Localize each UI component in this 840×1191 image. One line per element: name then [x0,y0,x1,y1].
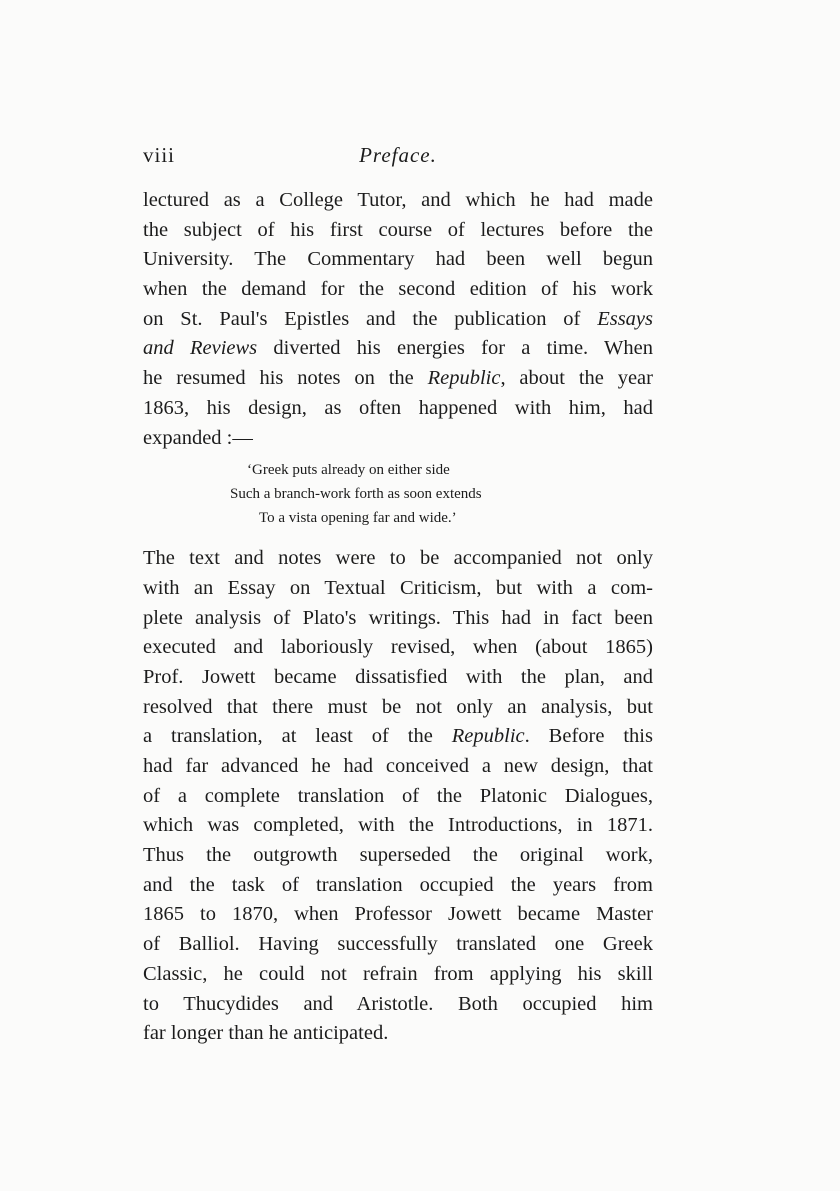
text-line: the subject of his first course of lectures before the [143,218,653,241]
page-header [143,143,653,173]
text-line: far longer than he anticipated. [143,1022,389,1045]
text-line: with an Essay on Textual Criticism, but with a com- [143,576,653,599]
paragraph-2 [143,544,653,1049]
text-line: 1865 to 1870, when Professor Jowett became Master [143,903,653,926]
text-line: The text and notes were to be accompanied not only [143,547,653,570]
text-line: to Thucydides and Aristotle. Both occupied him [143,992,653,1015]
verse-line: To a vista opening far and wide.’ [259,510,457,527]
text-line: 1863, his design, as often happened with him, had [143,396,653,419]
text-line: a translation, at least of the Republic. Before this [143,725,653,748]
text-line: resolved that there must be not only an analysis, but [143,695,653,718]
text-line: lectured as a College Tutor, and which he had made [143,189,653,211]
page-body [143,186,653,1049]
italic-title: Republic [427,367,501,390]
text-line: had far advanced he had conceived a new design, that [143,755,653,777]
text-line: when the demand for the second edition of his work [143,278,653,301]
text-line: of a complete translation of the Platonic Dialogues, [143,784,653,807]
text-line: Thus the outgrowth superseded the original work, [143,844,653,867]
italic-title: Republic [451,725,525,748]
text-line: he resumed his notes on the Republic, about the year [143,367,653,390]
page-number: viii [143,143,176,167]
paragraph-1 [143,186,653,453]
text-line: executed and laboriously revised, when (about 1865) [143,636,653,659]
text-line: on St. Paul's Epistles and the publication of Essays [143,307,653,330]
verse-line: ‘Greek puts already on either side [247,462,450,479]
text-line: which was completed, with the Introductions, in 1871. [143,814,653,837]
text-line: of Balliol. Having successfully translated one Greek [143,933,653,956]
text-line: expanded :— [143,426,253,449]
text-line: and the task of translation occupied the years from [143,873,653,896]
running-title: Preface. [359,143,437,167]
text-line: Prof. Jowett became dissatisfied with the plan, and [143,665,653,688]
verse-quotation [143,458,653,530]
text-line: and Reviews diverted his energies for a time. When [143,337,653,360]
italic-title: Essays [597,307,653,330]
verse-line: Such a branch-work forth as soon extends [230,486,482,503]
text-line: Classic, he could not refrain from applying his skill [143,962,653,985]
italic-title: and Reviews [143,337,258,360]
text-line: plete analysis of Plato's writings. This had in fact been [143,606,653,629]
text-line: University. The Commentary had been well begun [143,248,653,271]
